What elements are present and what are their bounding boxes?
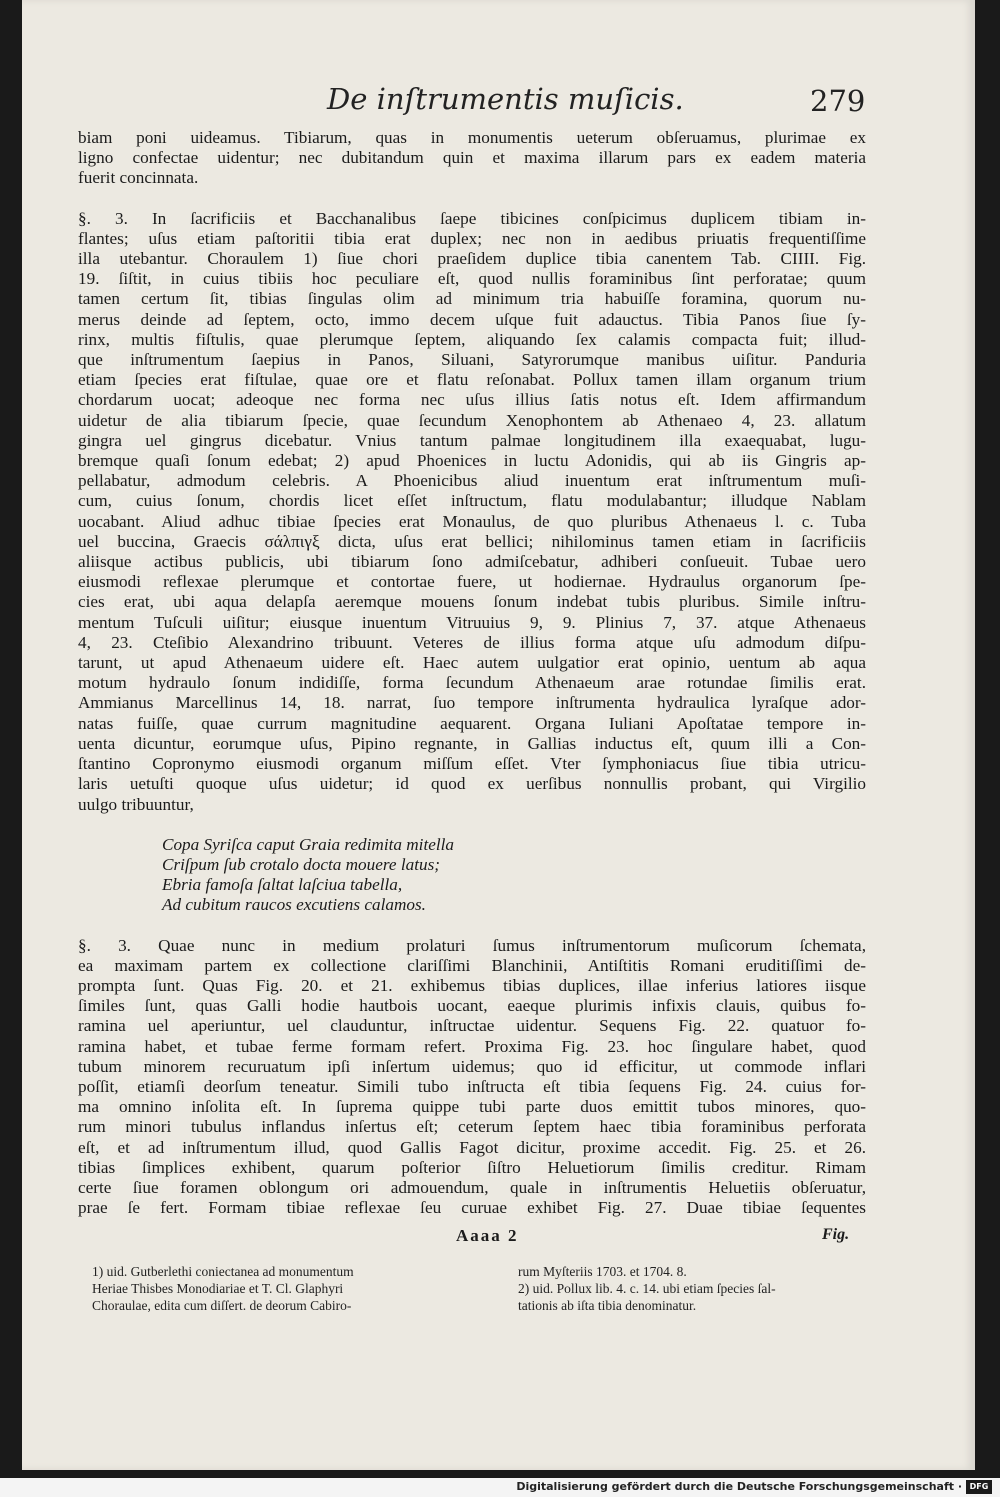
text-line: ſimiles ſunt, quas Galli hodie hautbois uocant, eaeque plurimis infixis clauis, quibus fo- [78,996,866,1016]
text-line: aliisque actibus publicis, ubi tibiarum ſono admiſcebatur, adhiberi conſueuit. Tubae uero [78,552,866,572]
running-header [22,82,975,122]
main-text [78,128,866,1218]
text-line: Ebria famoſa ſaltat laſciua tabella, [162,875,403,895]
text-line: certe ſiue foramen oblongum ori admouendum, quale in inſtrumentis Heluetiis obſeruatur, [78,1177,866,1197]
text-line: ea maximam partem ex collectione clariſſimi Blanchinii, Antiſtitis Romani eruditiſſimi de- [78,955,866,975]
text-line: rinx, multis fiſtulis, quae plerumque ſeptem, aliquando ſex calamis compacta fuit; illud- [78,329,866,349]
text-line: uulgo tribuuntur, [78,794,194,814]
text-line: biam poni uideamus. Tibiarum, quas in monumentis ueterum obſeruamus, plurimae ex [78,128,866,147]
text-line: ſtantino Copronymo eiusmodi organum miſſum eſſet. Vter ſymphoniacus ſiue tibia utricu- [78,754,866,774]
text-line: fuerit concinnata. [78,168,199,188]
text-line: uel buccina, Graecis σάλπιγξ dicta, uſus erat bellici; nihilominus tamen etiam in ſacrificiis [78,531,866,551]
text-line: prompta ſunt. Quas Fig. 20. et 21. exhibemus tibias duplices, illae inferius latiores iisque [78,975,866,995]
text-line: uocabant. Aliud adhuc tibiae ſpecies erat Monaulus, de quo pluribus Athenaeus l. c. Tuba [78,511,866,531]
text-line: tibias ſimplices exhibent, quarum poſterior ſiſtro Heluetiorum ſimilis creditur. Rimam [78,1157,866,1177]
text-line: Criſpum ſub crotalo docta mouere latus; [162,854,441,874]
text-line: gingra uel gingrus dicebatur. Vnius tantum palmae longitudinem illa exaequabat, lugu- [78,430,866,450]
text-line: etiam ſpecies erat fiſtulae, quae ore et flatu reſonabat. Pollux tamen illam organum trium [78,370,866,390]
text-line: tationis ab iſta tibia denominatur. [518,1298,697,1313]
text-line: 2) uid. Pollux lib. 4. c. 14. ubi etiam ſpecies ſal- [518,1281,776,1296]
text-line: merus deinde ad ſeptem, octo, immo decem uſque fuit adauctus. Tibia Panos ſiue ſy- [78,309,866,329]
text-line: tarunt, ut apud Athenaeum uidere eſt. Haec autem uulgatior erat opinio, uentum ab aqua [78,653,866,673]
paragraph-block-1 [78,128,866,815]
page-number: 279 [810,84,866,118]
book-page [22,0,975,1470]
text-line: §. 3. In ſacrificiis et Bacchanalibus ſaepe tibicines conſpicimus duplicem tibiam in- [78,208,866,228]
text-line: Ammianus Marcellinus 14, 18. narrat, ſuo tempore inſtrumenta hydraulica lyraſque ador- [78,693,866,713]
text-line: §. 3. Quae nunc in medium prolaturi ſumus inſtrumentorum muſicorum ſchemata, [78,935,866,955]
text-line: 19. ſiſtit, in cuius tibiis hoc peculiare eſt, quod nullis foraminibus ſint perforatae; quum [78,269,866,289]
text-line: bremque quaſi ſonum edebat; 2) apud Phoenices in luctu Adonidis, qui ab iis Gingris ap- [78,451,866,471]
text-line: tamen certum ſit, tibias ſingulas olim ad minimum tria habuiſſe foramina, quorum nu- [78,289,866,309]
text-line: Ad cubitum raucos excutiens calamos. [162,895,426,915]
text-line: Choraulae, edita cum diſſert. de deorum Cabiro- [92,1298,352,1313]
text-line: cum, cuius ſonum, chordis licet eſſet inſtructum, flatu modulabantur; illudque Nablam [78,491,866,511]
running-title: De inſtrumentis muſicis. [327,82,684,116]
text-line: rum minori tubulus inflandus inſertus eſt; ceterum ſeptem haec tibia foraminibus perforata [78,1117,866,1137]
text-line: ramina uel aperiuntur, uel clauduntur, inſtructae uidentur. Sequens Fig. 22. quatuor fo- [78,1016,866,1036]
text-line: laris uetuſti quoque uſus uidetur; id quod ex uerſibus nonnullis probant, qui Virgilio [78,774,866,794]
paragraph-block-2 [78,936,866,1219]
text-line: uidetur de alia tibiarum ſpecie, quae ſecundum Xenophontem ab Athenaeo 4, 23. allatum [78,410,866,430]
footnotes-left [92,1263,492,1314]
text-line: Copa Syriſca caput Graia redimita mitella [162,834,455,854]
verse-quotation [162,835,866,916]
text-line: ligno confectae uidentur; nec dubitandum quin et maxima illarum pars ex eadem materia [78,148,866,168]
text-line: mentum Tuſculi uiſitur; eiusque inuentum Vitruuius 9, 9. Plinius 7, 37. atque Athenaeus [78,612,866,632]
text-line: eiusmodi reflexae plerumque et contortae fuere, ut hodiernae. Hydraulus organorum ſpe- [78,572,866,592]
text-line: prae ſe fert. Formam tibiae reflexae ſeu curuae exhibet Fig. 27. Duae tibiae ſequentes [78,1198,866,1218]
text-line: chordarum uocat; adeoque nec forma nec uſus illius ſatis notus eſt. Idem affirmandum [78,390,866,410]
text-line: illa utebantur. Choraulem 1) ſiue chori praeſidem duplice tibia canentem Tab. CIIII. Fig. [78,249,866,269]
dfg-logo: DFG [966,1480,992,1494]
text-line: 4, 23. Cteſibio Alexandrino tribuunt. Veteres de illius forma atque uſu admodum diſpu- [78,632,866,652]
funding-note: Digitalisierung gefördert durch die Deutsche Forschungsgemeinschaft · [516,1480,962,1493]
text-line: tubum minorem recuruatum ipſi inſertum uidemus; quo id efficitur, ut commode inflari [78,1056,866,1076]
text-line: Heriae Thisbes Monodiariae et T. Cl. Glaphyri [92,1281,344,1296]
text-line: rum Myſteriis 1703. et 1704. 8. [518,1264,687,1279]
text-line: pellabatur, admodum celebris. A Phoenicibus aliud inuentum erat inſtrumentum muſi- [78,471,866,491]
catchword: Fig. [822,1226,850,1243]
text-line: uenta dicuntur, eorumque uſus, Pipino regnante, in Gallias inductus eſt, quum illi a Con- [78,733,866,753]
text-line: cies erat, ubi aqua delapſa aeremque mouens ſonum indebat tubis pluribus. Simile inſtru- [78,592,866,612]
text-line: 1) uid. Gutberlethi coniectanea ad monumentum [92,1264,354,1279]
text-line: ma omnino inſolita eſt. In ſuprema quippe tubi parte duos emittit tubos minores, quo- [78,1097,866,1117]
text-line: que inſtrumentum ſaepius in Panos, Siluani, Satyrorumque manibus uiſitur. Panduria [78,350,866,370]
text-line: natas fuiſſe, quae currum magnitudine aequarent. Organa Iuliani Apoſtatae tempore in- [78,713,866,733]
text-line: ramina habet, et tubae ferme formam refert. Proxima Fig. 23. hoc ſingulare habet, quod [78,1036,866,1056]
text-line: flantes; uſus etiam paſtoritii tibia erat duplex; nec non in aedibus priuatis frequentiſſime [78,228,866,248]
footnotes-right [518,1263,898,1314]
text-line: eſt, et ad inſtrumentum illud, quod Gallis Fagot dicitur, proxime accedit. Fig. 25. et 26. [78,1137,866,1157]
digitization-footer [0,1478,1000,1497]
signature-mark: Aaaa 2 [456,1226,519,1245]
text-line: motum hydraulo ſonum indidiſſe, forma ſecundum Athenaeum arae rotundae ſimilis erat. [78,673,866,693]
text-line: poſſit, etiamſi deorſum teneatur. Simili tubo inſtructa eſt tibia ſequens Fig. 24. cuius for- [78,1076,866,1096]
